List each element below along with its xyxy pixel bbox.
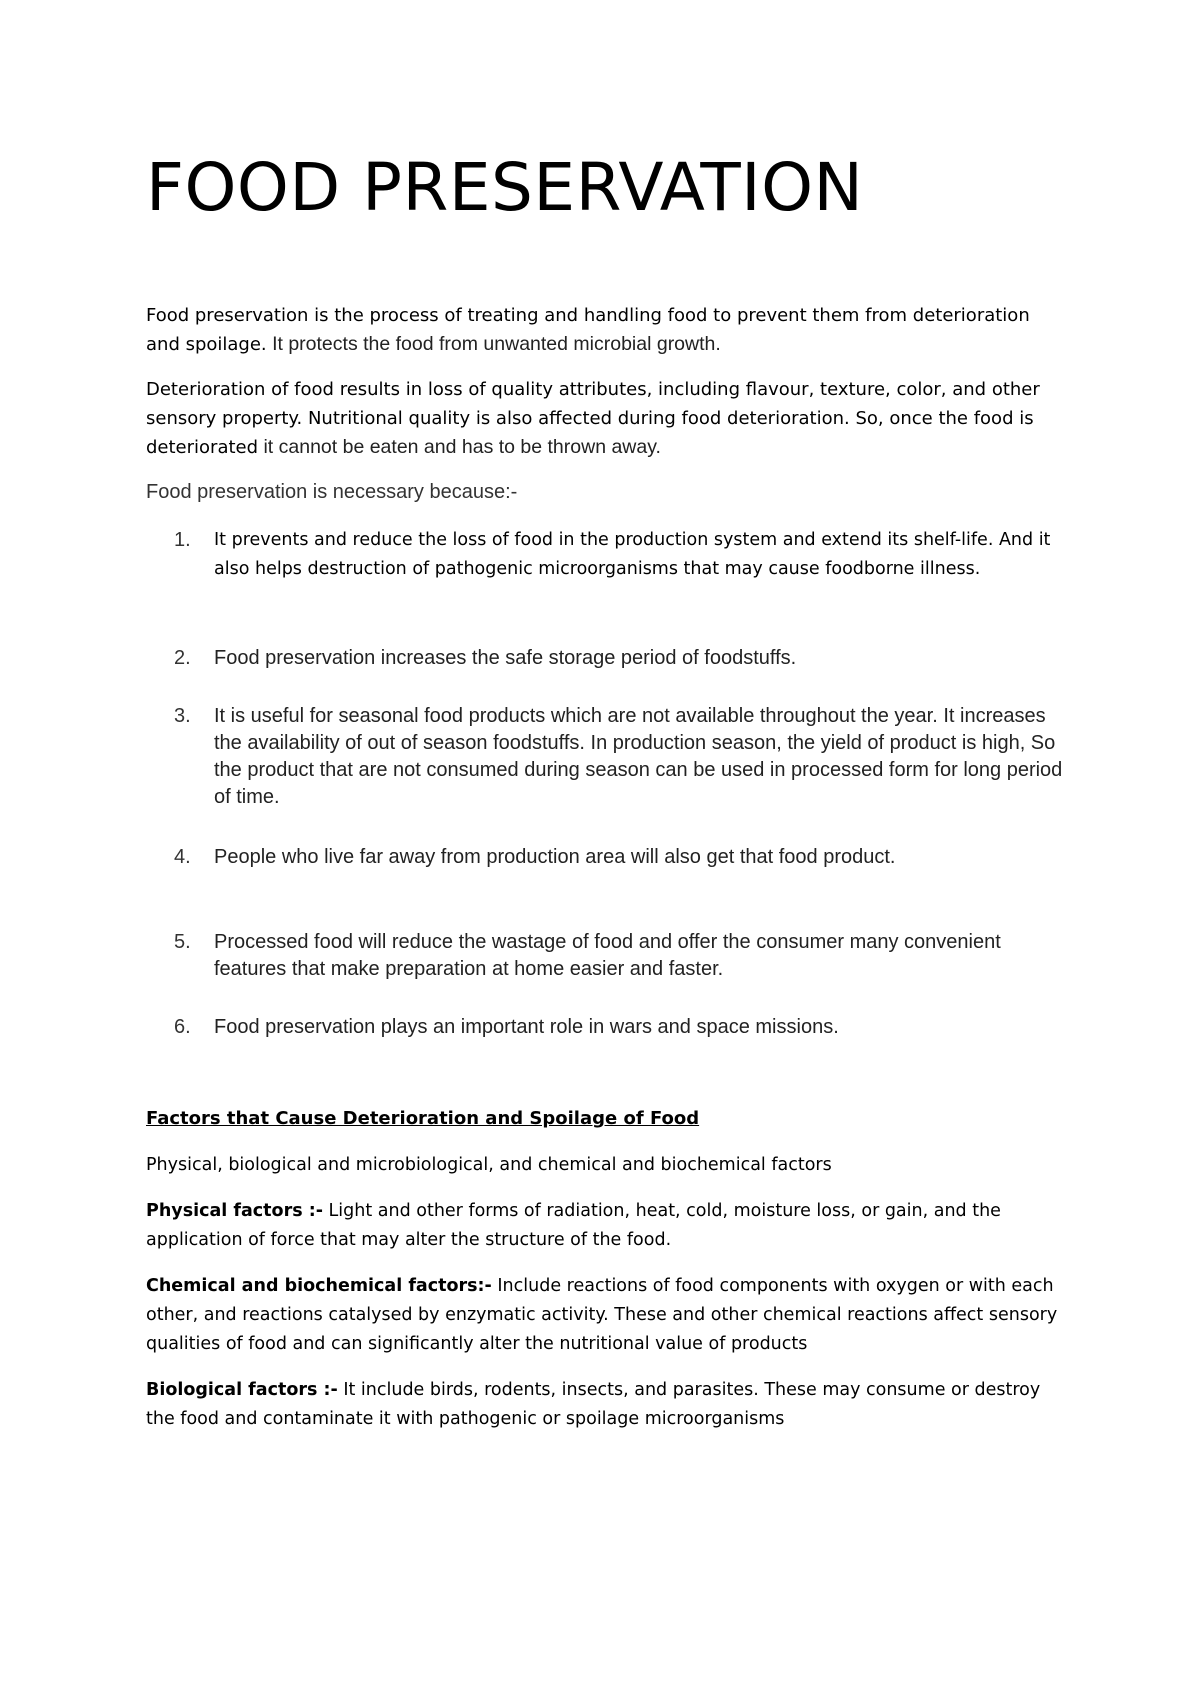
chemical-factors-text: Include reactions of food components with oxygen or with each other, and reactions catalysed by enzymatic activity. These and other chemical reactions affect sensory qualities of food and can significantly alter the nutritional value of products [146, 1276, 1058, 1354]
list-item-text: It is useful for seasonal food products which are not available throughout the year. It increases the availability of out of season foodstuffs. In production season, the yield of product is high, So the product that are not consumed during season can be used in processed form for long period of time. [214, 705, 1063, 808]
necessity-intro: Food preservation is necessary because:- [146, 481, 518, 503]
list-item [174, 844, 1066, 871]
document-title: FOOD PRESERVATION [146, 149, 864, 226]
list-item [174, 929, 1066, 983]
physical-factors-text: Light and other forms of radiation, heat, cold, moisture loss, or gain, and the application of force that may alter the structure of the food. [146, 1201, 1001, 1250]
chemical-factors-paragraph [146, 1272, 1066, 1359]
list-item [174, 645, 1066, 672]
factors-summary: Physical, biological and microbiological, and chemical and biochemical factors [146, 1155, 832, 1175]
list-item-number: 2. [174, 647, 191, 669]
list-item [174, 703, 1066, 811]
document-page [146, 0, 1066, 1696]
list-item [174, 527, 1066, 584]
list-item-number: 4. [174, 846, 191, 868]
intro-paragraph-2 [146, 375, 1066, 462]
physical-factors-paragraph [146, 1197, 1066, 1255]
intro-paragraph-1 [146, 301, 1066, 359]
factors-heading: Factors that Cause Deterioration and Spoilage of Food [146, 1108, 700, 1129]
list-item-number: 6. [174, 1016, 191, 1038]
intro-paragraph-2-text: Deterioration of food results in loss of quality attributes, including flavour, texture, color, and other sensory property. Nutritional quality is also affected during food deterioration. So, once the food is deteriorated [146, 379, 1040, 458]
intro-paragraph-1-continuation: It protects the food from unwanted microbial growth. [266, 333, 721, 355]
biological-factors-paragraph [146, 1376, 1066, 1434]
list-item-text: Processed food will reduce the wastage of food and offer the consumer many convenient features that make preparation at home easier and faster. [214, 931, 1001, 980]
list-item [174, 1014, 1066, 1041]
list-item-text: Food preservation increases the safe storage period of foodstuffs. [214, 647, 797, 669]
list-item-number: 3. [174, 705, 191, 727]
list-item-text: It prevents and reduce the loss of food in the production system and extend its shelf-life. And it also helps destruction of pathogenic microorganisms that may cause foodborne illness. [214, 530, 1051, 579]
intro-paragraph-1-text: Food preservation is the process of treating and handling food to prevent them from deterioration and spoilage. [146, 305, 1030, 355]
list-item-text: People who live far away from production area will also get that food product. [214, 846, 896, 868]
list-item-number: 1. [174, 529, 191, 551]
list-item-text: Food preservation plays an important role in wars and space missions. [214, 1016, 839, 1038]
chemical-factors-label: Chemical and biochemical factors:- [146, 1276, 492, 1296]
intro-paragraph-2-continuation: it cannot be eaten and has to be thrown away. [258, 436, 661, 458]
physical-factors-label: Physical factors :- [146, 1201, 323, 1221]
list-item-number: 5. [174, 931, 191, 953]
biological-factors-text: It include birds, rodents, insects, and parasites. These may consume or destroy the food and contaminate it with pathogenic or spoilage microorganisms [146, 1380, 1041, 1429]
biological-factors-label: Biological factors :- [146, 1380, 338, 1400]
